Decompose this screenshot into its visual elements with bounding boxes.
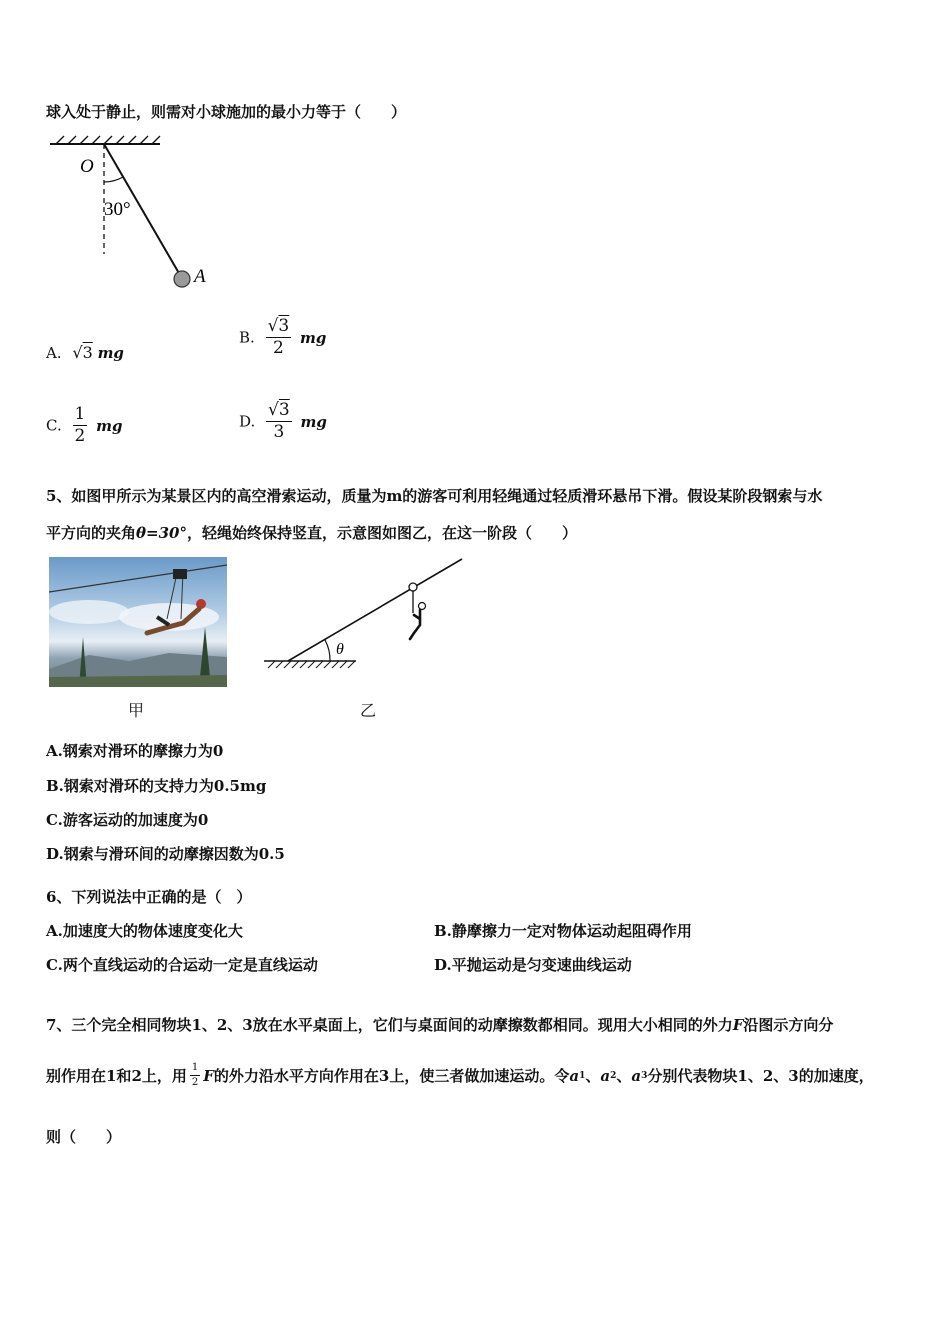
q5-option-b: B.钢索对滑环的支持力为0.5mg — [46, 777, 267, 795]
numerator: √3 — [267, 316, 290, 336]
force-f: F — [732, 1016, 744, 1034]
label-angle: 30° — [104, 199, 131, 220]
subscript: 3 — [641, 1070, 648, 1081]
theta-label: θ — [336, 641, 344, 658]
force-f: F — [203, 1066, 214, 1085]
q5-option-a: A.钢索对滑环的摩擦力为0 — [46, 742, 224, 760]
q4-option-d — [239, 402, 327, 441]
q6-option-d: D.平抛运动是匀变速曲线运动 — [434, 956, 632, 974]
tourist-body — [410, 610, 420, 639]
unit-mg: mg — [96, 416, 123, 435]
option-letter: A. — [46, 344, 62, 362]
theta-value: θ=30° — [136, 524, 187, 542]
unit-mg: mg — [300, 412, 327, 431]
q6-option-a: A.加速度大的物体速度变化大 — [46, 922, 243, 940]
pendulum-figure — [44, 132, 224, 297]
numerator: 1 — [190, 1063, 200, 1076]
q7-text: 分别代表物块1、2、3的加速度， — [647, 1067, 874, 1085]
unit-mg: mg — [300, 328, 327, 347]
subscript: 1 — [579, 1070, 586, 1081]
fraction — [73, 406, 88, 445]
separator: 、 — [585, 1067, 601, 1085]
caption-right: 乙 — [360, 701, 377, 720]
slide-ring — [409, 583, 417, 591]
angle-arc — [104, 177, 123, 182]
denominator: 2 — [273, 338, 284, 358]
q5-line1: 5、如图甲所示为某景区内的高空滑索运动，质量为m的游客可利用轻绳通过轻质滑环悬吊下滑。假设某阶段钢索与水 — [46, 487, 823, 505]
q6-option-b: B.静摩擦力一定对物体运动起阻碍作用 — [434, 922, 692, 940]
caption-left: 甲 — [128, 701, 145, 720]
q5-line2-text: ，轻绳始终保持竖直，示意图如图乙，在这一阶段（ ） — [186, 524, 577, 542]
q5-line2-text: 平方向的夹角 — [46, 524, 137, 542]
label-a: A — [194, 266, 206, 287]
label-o: O — [80, 156, 94, 177]
half-fraction — [190, 1063, 200, 1088]
numerator: 1 — [74, 404, 86, 424]
theta-arc — [325, 640, 330, 661]
ball-a — [174, 271, 190, 287]
option-letter: B. — [239, 328, 255, 347]
denominator: 3 — [273, 422, 285, 442]
q4-stem: 球入处于静止，则需对小球施加的最小力等于（ ） — [46, 103, 407, 121]
q7-text: 别作用在1和2上，用 — [46, 1067, 187, 1085]
unit-mg: mg — [97, 344, 124, 362]
q5-option-d: D.钢索与滑环间的动摩擦因数为0.5 — [46, 845, 285, 863]
option-letter: D. — [239, 412, 256, 431]
ground-hatch — [268, 661, 355, 668]
q4-option-b — [239, 318, 326, 357]
q6-option-c: C.两个直线运动的合运动一定是直线运动 — [46, 956, 318, 974]
q4-option-c — [46, 406, 122, 445]
denominator: 2 — [191, 1077, 199, 1088]
q4-option-a — [46, 343, 124, 362]
separator: 、 — [616, 1067, 632, 1085]
q5-line2 — [46, 522, 577, 543]
accel-a2: a — [600, 1066, 611, 1085]
zipline-diagram — [260, 553, 470, 673]
zipline-photo-art — [49, 557, 227, 687]
subscript: 2 — [610, 1070, 617, 1081]
radicand: 3 — [82, 343, 93, 362]
fraction — [266, 402, 292, 441]
q7-text: 7、三个完全相同物块1、2、3放在水平桌面上，它们与桌面间的动摩擦数都相同。现用大小相同的外力 — [46, 1016, 733, 1034]
sqrt-symbol: √3 — [72, 343, 93, 362]
q7-line2 — [46, 1063, 874, 1088]
q7-line1 — [46, 1014, 833, 1035]
q7-text: 沿图示方向分 — [743, 1016, 834, 1034]
q5-option-c: C.游客运动的加速度为0 — [46, 811, 209, 829]
accel-a3: a — [631, 1066, 642, 1085]
denominator: 2 — [74, 426, 86, 446]
fraction — [266, 318, 292, 357]
cable-line — [288, 559, 462, 661]
tourist-head — [419, 603, 426, 610]
accel-a1: a — [569, 1066, 580, 1085]
numerator: √3 — [268, 400, 290, 420]
q6-stem: 6、下列说法中正确的是（ ） — [46, 888, 252, 906]
q7-text: 的外力沿水平方向作用在3上，使三者做加速运动。令 — [213, 1067, 570, 1085]
q7-line3: 则（ ） — [46, 1128, 122, 1146]
option-letter: C. — [46, 416, 62, 435]
zipline-photo — [49, 557, 227, 687]
ceiling-hatch — [56, 136, 160, 144]
